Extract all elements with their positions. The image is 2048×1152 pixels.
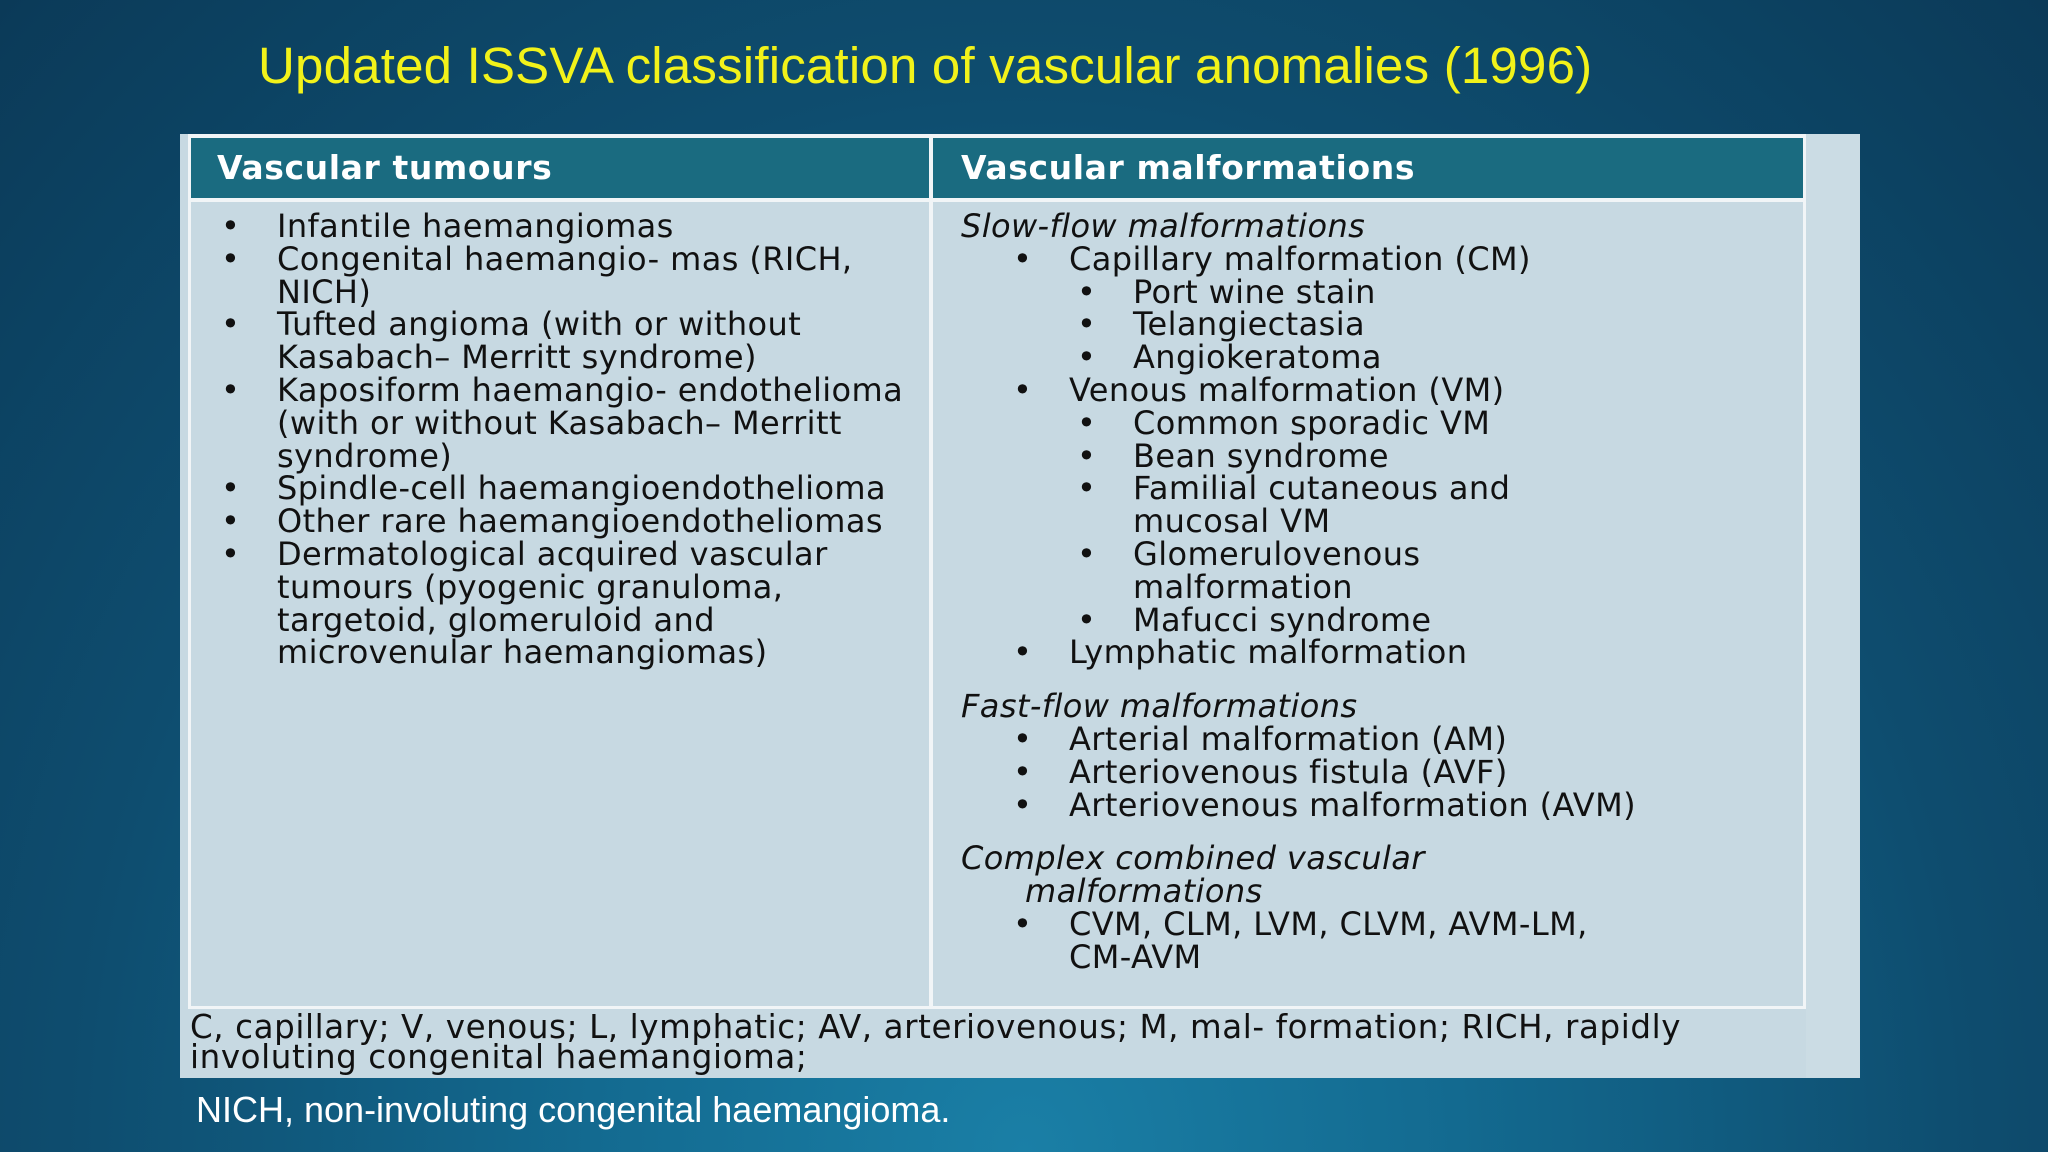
list-item	[217, 305, 917, 377]
bullet-icon: •	[1077, 338, 1097, 377]
panel-margin	[1806, 134, 1860, 1078]
list-item	[961, 785, 1709, 824]
classification-table	[188, 134, 1806, 1009]
list-item	[217, 239, 917, 311]
footnote-continuation: NICH, non-involuting congenital haemangioma.	[196, 1089, 951, 1130]
vascular-malformations-content	[961, 207, 1801, 976]
list-item-text: Port wine stain	[1133, 272, 1376, 311]
list-item-text: Capillary malformation (CM)	[1069, 239, 1531, 278]
bullet-icon: •	[221, 469, 241, 508]
bullet-icon: •	[1077, 403, 1097, 442]
vascular-tumours-header: Vascular tumours	[191, 138, 929, 202]
list-item	[961, 719, 1801, 758]
bullet-icon: •	[221, 534, 241, 573]
list-item-text: Arteriovenous fistula (AVF)	[1069, 752, 1508, 791]
list-item-text: Mafucci syndrome	[1133, 600, 1432, 639]
vascular-malformations-column	[933, 138, 1803, 1006]
sub-list-item	[961, 436, 1801, 475]
fast-flow-list	[961, 719, 1801, 824]
bullet-icon: •	[221, 502, 241, 541]
bullet-icon: •	[221, 239, 241, 278]
vascular-tumours-list	[217, 207, 917, 672]
bullet-icon: •	[1077, 469, 1097, 508]
complex-list	[961, 904, 1801, 976]
bullet-icon: •	[221, 370, 241, 409]
list-item-text: Common sporadic VM	[1133, 403, 1491, 442]
list-item	[217, 534, 917, 672]
slow-flow-heading: Slow-flow malformations	[961, 207, 1366, 245]
bullet-icon: •	[1013, 785, 1033, 824]
bullet-icon: •	[1077, 272, 1097, 311]
sub-list-item	[961, 469, 1553, 541]
list-item-text: CVM, CLM, LVM, CLVM, AVM-LM, CM-AVM	[1069, 904, 1588, 976]
fast-flow-heading: Fast-flow malformations	[961, 687, 1358, 726]
vascular-tumours-column	[191, 138, 933, 1006]
list-item-text: Congenital haemangio- mas (RICH, NICH)	[277, 239, 853, 311]
list-item	[217, 502, 917, 541]
bullet-icon: •	[1013, 633, 1033, 672]
bullet-icon: •	[1013, 239, 1033, 278]
list-item-text: Telangiectasia	[1133, 305, 1365, 344]
bullet-icon: •	[1077, 436, 1097, 475]
bullet-icon: •	[1013, 719, 1033, 758]
list-item	[961, 633, 1801, 672]
list-item-text: Infantile haemangiomas	[277, 207, 674, 245]
list-item-text: Arterial malformation (AM)	[1069, 719, 1508, 758]
list-item	[961, 370, 1801, 409]
list-item	[217, 469, 917, 508]
bullet-icon: •	[1013, 752, 1033, 791]
bullet-icon: •	[1077, 534, 1097, 573]
list-item	[217, 370, 917, 475]
list-item-text: Venous malformation (VM)	[1069, 370, 1505, 409]
sub-list-item	[961, 600, 1801, 639]
table-footnote: C, capillary; V, venous; L, lymphatic; AV, arteriovenous; M, mal- formation; RICH, rapidly involuting congenital haemangioma;	[190, 1008, 1682, 1076]
list-item-text: Tufted angioma (with or without Kasabach– Merritt syndrome)	[277, 305, 802, 377]
bullet-icon: •	[1077, 600, 1097, 639]
sub-list-item	[961, 403, 1801, 442]
bullet-icon: •	[1077, 305, 1097, 344]
complex-heading-continued: malformations	[1025, 872, 1263, 911]
bullet-icon: •	[221, 305, 241, 344]
list-item-text: Bean syndrome	[1133, 436, 1389, 475]
bullet-icon: •	[1013, 370, 1033, 409]
list-item-text: Kaposiform haemangio- endothelioma (with or without Kasabach– Merritt syndrome)	[277, 370, 904, 475]
list-item	[961, 752, 1801, 791]
list-item-text: Dermatological acquired vascular tumours (pyogenic granuloma, targetoid, glomeruloid and microvenular haemangiomas)	[277, 534, 828, 672]
list-item	[217, 207, 917, 245]
list-item-text: Other rare haemangioendotheliomas	[277, 502, 883, 541]
list-item-text: Glomerulovenous malformation	[1133, 534, 1421, 606]
slide-title: Updated ISSVA classification of vascular anomalies (1996)	[258, 37, 1593, 94]
classification-table-image	[180, 134, 1860, 1078]
list-item-text: Spindle-cell haemangioendothelioma	[277, 469, 887, 508]
bullet-icon: •	[1013, 904, 1033, 943]
sub-list-item	[961, 338, 1801, 377]
list-item-text: Familial cutaneous and mucosal VM	[1133, 469, 1511, 541]
list-item	[961, 239, 1801, 278]
list-item-text: Lymphatic malformation	[1069, 633, 1468, 672]
complex-heading: Complex combined vascular	[961, 839, 1425, 878]
sub-list-item	[961, 272, 1801, 311]
vascular-malformations-header: Vascular malformations	[933, 138, 1803, 202]
list-item-text: Angiokeratoma	[1133, 338, 1382, 377]
bullet-icon: •	[221, 207, 241, 245]
slow-flow-list	[961, 239, 1801, 672]
sub-list-item	[961, 534, 1553, 606]
list-item-text: Arteriovenous malformation (AVM)	[1069, 785, 1636, 824]
sub-list-item	[961, 305, 1801, 344]
list-item	[961, 904, 1649, 976]
